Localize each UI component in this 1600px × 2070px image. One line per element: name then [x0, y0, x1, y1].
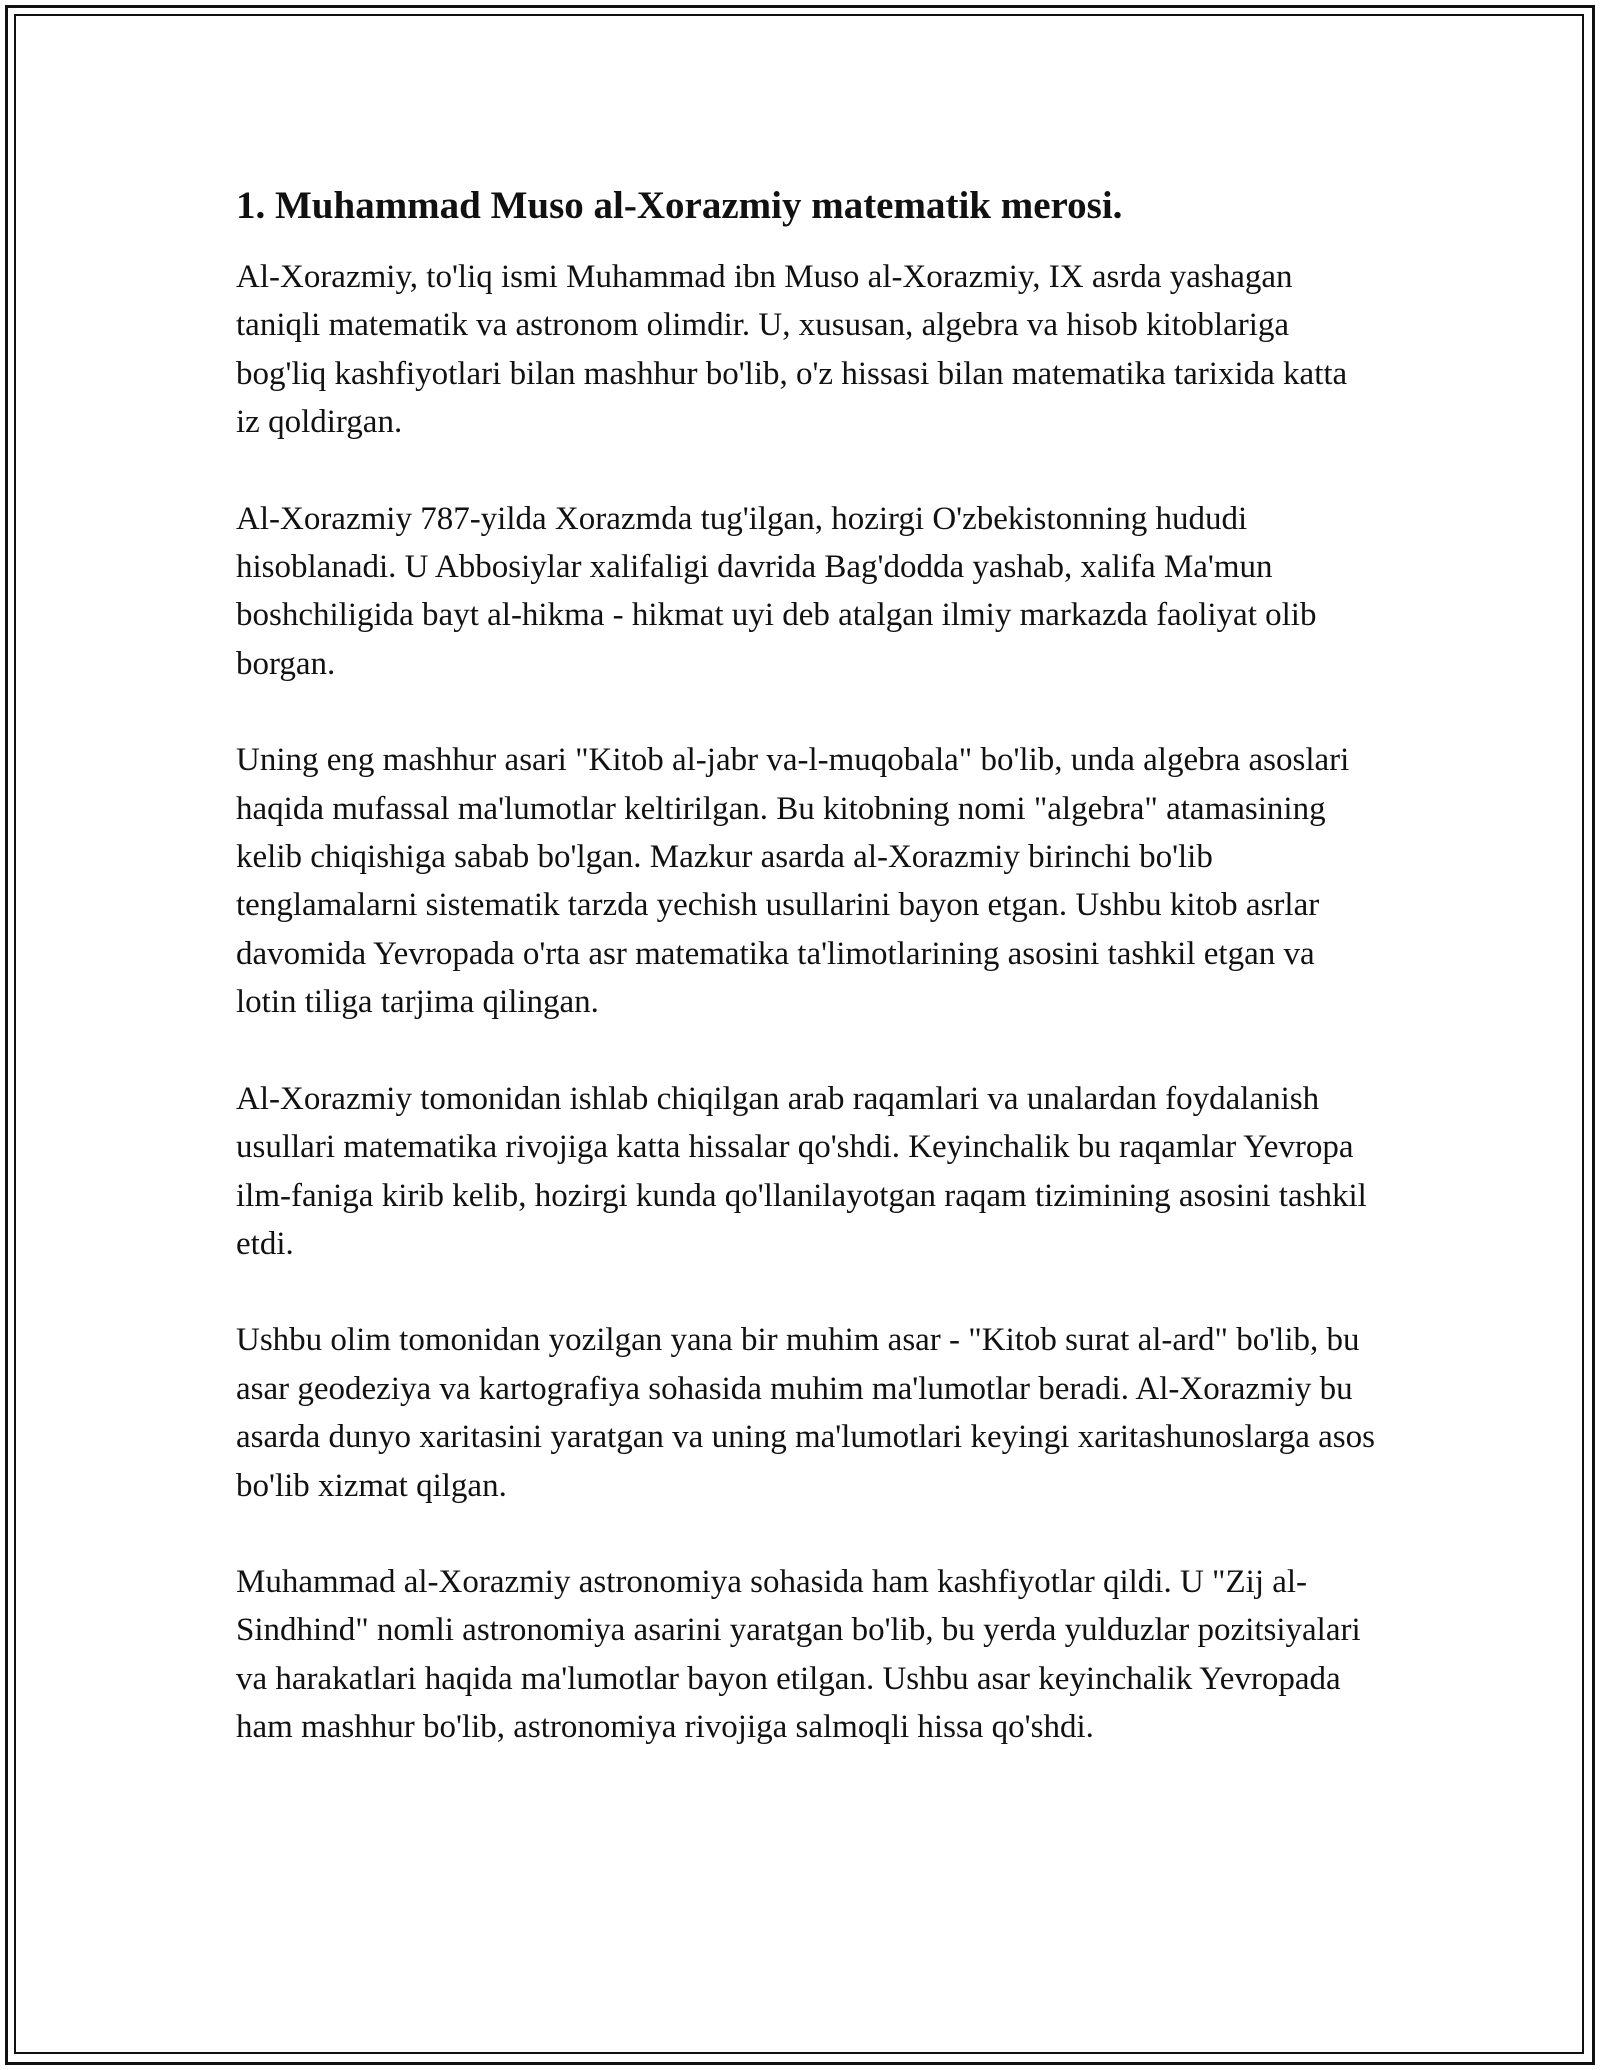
section-heading: 1. Muhammad Muso al-Xorazmiy matematik merosi.: [236, 184, 1123, 227]
paragraph-intro: Al-Xorazmiy, to'liq ismi Muhammad ibn Muso al-Xorazmiy, IX asrda yashagan taniqli matematik va astronom olimdir. U, xususan, algebra va hisob kitoblariga bog'liq kashfiyotlari bilan mashhur bo'lib, o'z hissasi bilan matematika tarixida katta iz qoldirgan.: [236, 259, 1348, 441]
paragraph-geography-book: Ushbu olim tomonidan yozilgan yana bir muhim asar - "Kitob surat al-ard" bo'lib, bu asar geodeziya va kartografiya sohasida muhim ma'lumotlar beradi. Al-Xorazmiy bu asarda dunyo xaritasini yaratgan va uning ma'lumotlari keyingi xaritashunoslarga asos bo'lib xizmat qilgan.: [236, 1322, 1375, 1504]
document-body: [236, 182, 1376, 1800]
paragraph-arabic-numerals: Al-Xorazmiy tomonidan ishlab chiqilgan arab raqamlari va unalardan foydalanish usullari matematika rivojiga katta hissalar qo'shdi. Keyinchalik bu raqamlar Yevropa ilm-faniga kirib kelib, hozirgi kunda qo'llanilayotgan raqam tizimining asosini tashkil etdi.: [236, 1080, 1367, 1262]
paragraph-algebra-book: Uning eng mashhur asari "Kitob al-jabr va-l-muqobala" bo'lib, unda algebra asoslari haqida mufassal ma'lumotlar keltirilgan. Bu kitobning nomi "algebra" atamasining kelib chiqishiga sabab bo'lgan. Mazkur asarda al-Xorazmiy birinchi bo'lib tenglamalarni sistematik tarzda yechish usullarini bayon etgan. Ushbu kitob asrlar davomida Yevropada o'rta asr matematika ta'limotlarining asosini tashkil etgan va lotin tiliga tarjima qilingan.: [236, 742, 1350, 1021]
paragraph-astronomy: Muhammad al-Xorazmiy astronomiya sohasida ham kashfiyotlar qildi. U "Zij al-Sindhind" nomli astronomiya asarini yaratgan bo'lib, bu yerda yulduzlar pozitsiyalari va harakatlari haqida ma'lumotlar bayon etilgan. Ushbu asar keyinchalik Yevropada ham mashhur bo'lib, astronomiya rivojiga salmoqli hissa qo'shdi.: [236, 1563, 1361, 1746]
paragraph-biography: Al-Xorazmiy 787-yilda Xorazmda tug'ilgan, hozirgi O'zbekistonning hududi hisoblanadi. U Abbosiylar xalifaligi davrida Bag'dodda yashab, xalifa Ma'mun boshchiligida bayt al-hikma - hikmat uyi deb atalgan ilmiy markazda faoliyat olib borgan.: [236, 500, 1317, 682]
